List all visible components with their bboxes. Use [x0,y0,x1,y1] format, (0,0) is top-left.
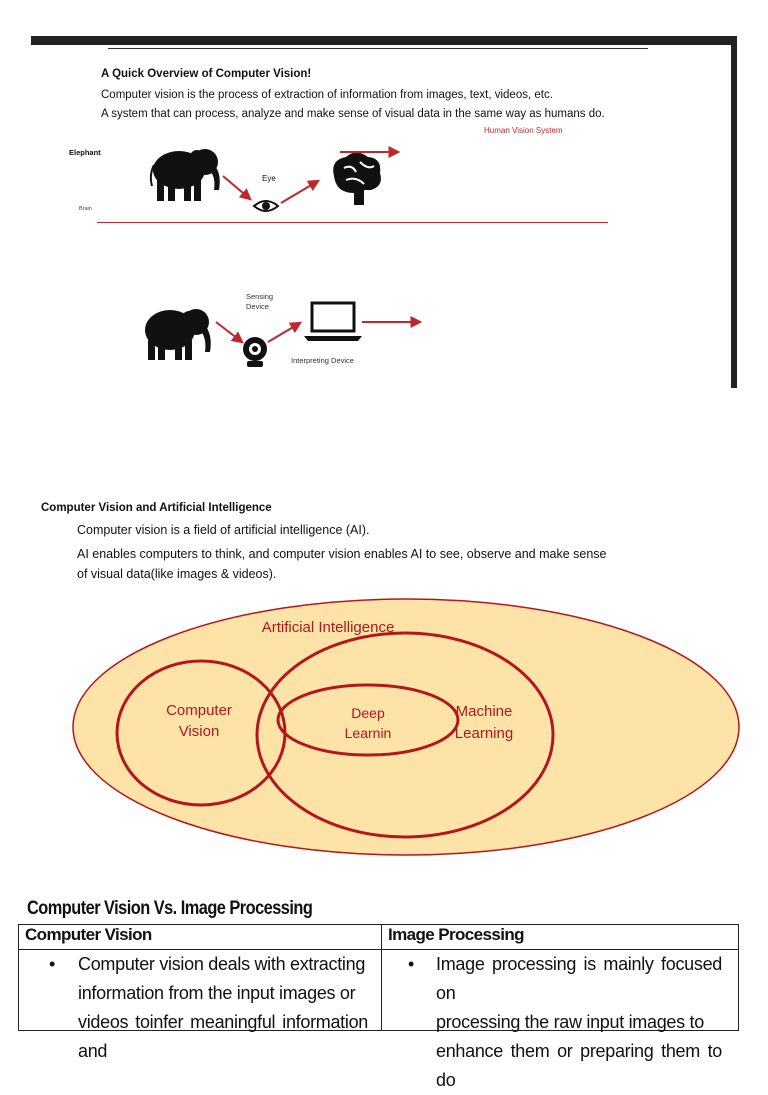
table-header-cv: Computer Vision [19,925,382,950]
arrow-icon [216,322,242,342]
laptop-icon [304,303,362,341]
elephant-icon [151,149,220,201]
cv-text-line-3: videos toinfer meaningful information and [78,1012,368,1061]
overview-line-2: A system that can process, analyze and make sense of visual data in the same way as humans do. [101,108,605,120]
eye-label: Eye [262,174,276,183]
webcam-icon [243,337,267,367]
venn-dl-label-1: Deep [351,705,385,721]
ai-line-3: of visual data(like images & videos). [77,567,277,581]
sensing-device-label-2: Device [246,302,269,311]
cv-text [78,950,368,1066]
bullet-icon: • [49,954,56,974]
ip-text-line-3: enhance them or preparing them to do [436,1041,722,1090]
elephant-icon [145,309,211,360]
arrow-icon [268,323,300,342]
venn-cv-label-2: Vision [178,723,220,740]
table-cell-ip [382,950,739,1090]
venn-ai-label: Artificial Intelligence [261,619,395,636]
comparison-table [18,924,739,1090]
ai-section-title: Computer Vision and Artificial Intelligence [41,502,272,514]
brain-label: Brain [79,206,92,212]
table-cell-cv [19,950,382,1061]
vision-diagram [0,0,768,400]
ip-text-line-2: processing the raw input images to [436,1012,704,1032]
venn-ml-label-2: Learning [454,725,514,742]
comparison-title: Computer Vision Vs. Image Processing [27,898,313,919]
overview-line-1: Computer vision is the process of extraction of information from images, text, videos, etc. [101,89,553,101]
eye-icon [254,201,278,211]
cv-text-line-1: Computer vision deals with extracting [78,954,366,974]
sensing-device-label-1: Sensing [246,292,274,301]
venn-cv-label-1: Computer [166,702,232,719]
elephant-label: Elephant [69,148,101,157]
table-header-ip: Image Processing [382,925,739,950]
overview-title: A Quick Overview of Computer Vision! [101,68,312,80]
ip-text [436,950,722,1095]
human-vision-label: Human Vision System [484,126,563,135]
interpreting-device-label: Interpreting Device [291,356,354,365]
ai-line-1: Computer vision is a field of artificial intelligence (AI). [77,523,370,537]
venn-dl-label-2: Learnin [344,725,392,741]
cv-text-line-2: information from the input images or [78,983,356,1003]
ip-text-line-1: Image processing is mainly focused on [436,954,722,1003]
ai-line-2: AI enables computers to think, and computer vision enables AI to see, observe and make sense [77,547,607,561]
brain-icon [333,153,381,206]
bullet-icon: • [408,954,415,974]
arrow-icon [281,181,318,203]
venn-ml-label-1: Machine [455,703,513,720]
arrow-icon [223,176,250,199]
